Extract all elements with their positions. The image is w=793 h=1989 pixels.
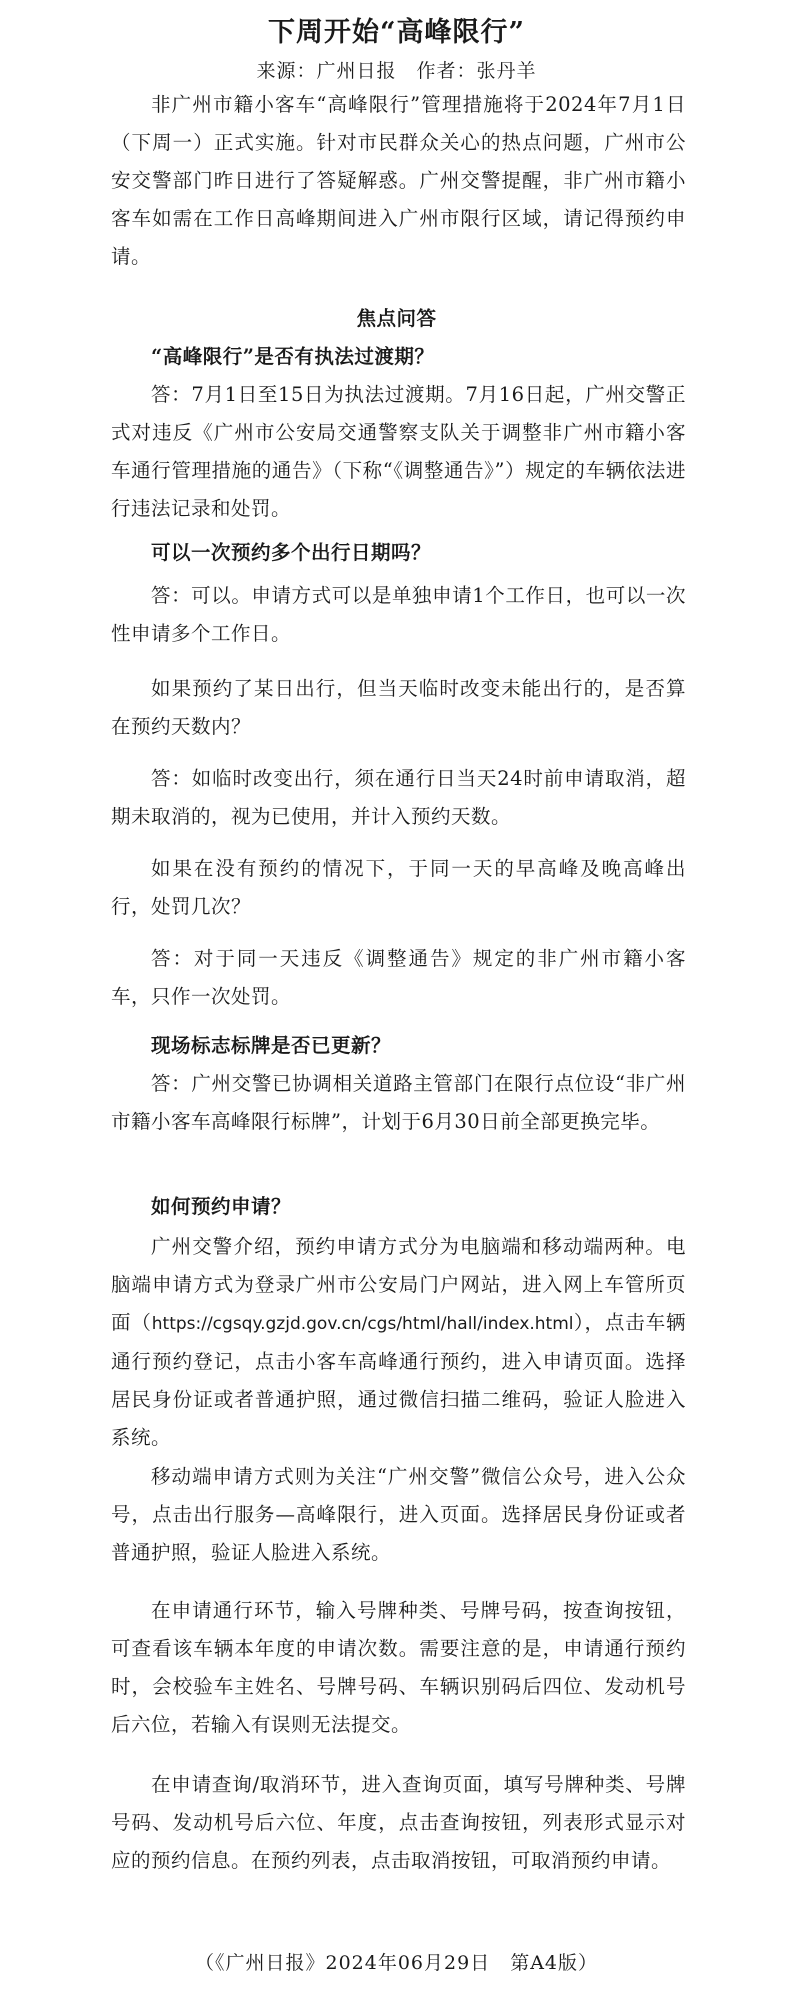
intro-paragraph: 非广州市籍小客车“高峰限行”管理措施将于2024年7月1日（下周一）正式实施。针对市民群众关心的热点问题，广州市公安交警部门昨日进行了答疑解惑。广州交警提醒，非广州市籍小客车如需在工作日高峰期间进入广州市限行区域，请记得预约申请。: [111, 93, 686, 268]
answer-6-cancel: 在申请查询/取消环节，进入查询页面，填写号牌种类、号牌号码、发动机号后六位、年度，点击查询按钮，列表形式显示对应的预约信息。在预约列表，点击取消按钮，可取消预约申请。: [111, 1773, 686, 1872]
section-title: 焦点问答: [356, 307, 437, 330]
article-footer: （《广州日报》2024年06月29日 第A4版）: [194, 1952, 599, 1974]
answer-6-mobile: 移动端申请方式则为关注“广州交警”微信公众号，进入公众号，点击出行服务—高峰限行，进入页面。选择居民身份证或者普通护照，验证人脸进入系统。: [111, 1465, 686, 1564]
answer-6-apply: 在申请通行环节，输入号牌种类、号牌号码，按查询按钮，可查看该车辆本年度的申请次数。需要注意的是，申请通行预约时，会校验车主姓名、号牌号码、车辆识别码后四位、发动机号后六位，若输入有误则无法提交。: [111, 1599, 686, 1736]
question-5: 现场标志标牌是否已更新？: [151, 1034, 392, 1057]
answer-1: 答：7月1日至15日为执法过渡期。7月16日起，广州交警正式对违反《广州市公安局交通警察支队关于调整非广州市籍小客车通行管理措施的通告》（下称“《调整通告》”）规定的车辆依法进行违法记录和处罚。: [111, 383, 686, 520]
answer-5: 答：广州交警已协调相关道路主管部门在限行点位设“非广州市籍小客车高峰限行标牌”，计划于6月30日前全部更换完毕。: [111, 1072, 686, 1133]
question-6: 如何预约申请？: [151, 1195, 292, 1218]
portal-url: https://cgsqy.gzjd.gov.cn/cgs/html/hall/index.html: [151, 1314, 574, 1334]
answer-2: 答：可以。申请方式可以是单独申请1个工作日，也可以一次性申请多个工作日。: [111, 584, 686, 645]
article-title: 下周开始“高峰限行”: [267, 17, 526, 48]
article-byline: 来源：广州日报 作者：张丹羊: [256, 60, 537, 82]
question-4: 如果在没有预约的情况下，于同一天的早高峰及晚高峰出行，处罚几次？: [111, 857, 686, 918]
answer-4: 答：对于同一天违反《调整通告》规定的非广州市籍小客车，只作一次处罚。: [111, 947, 686, 1008]
answer-6-desktop: [111, 1228, 686, 1457]
answer-6-desktop-text-a: 广州交警介绍，预约申请方式分为电脑端和移动端两种。电脑端申请方式为登录广州市公安局门户网站，进入网上车管所页面（: [111, 1235, 686, 1334]
question-2: 可以一次预约多个出行日期吗？: [151, 541, 432, 564]
question-1: “高峰限行”是否有执法过渡期？: [151, 345, 435, 368]
answer-6-desktop-text-b: ），点击车辆通行预约登记，点击小客车高峰通行预约，进入申请页面。选择居民身份证或者普通护照，通过微信扫描二维码，验证人脸进入系统。: [111, 1311, 686, 1449]
answer-3: 答：如临时改变出行，须在通行日当天24时前申请取消，超期未取消的，视为已使用，并计入预约天数。: [111, 767, 686, 828]
question-3: 如果预约了某日出行，但当天临时改变未能出行的，是否算在预约天数内？: [111, 677, 686, 738]
